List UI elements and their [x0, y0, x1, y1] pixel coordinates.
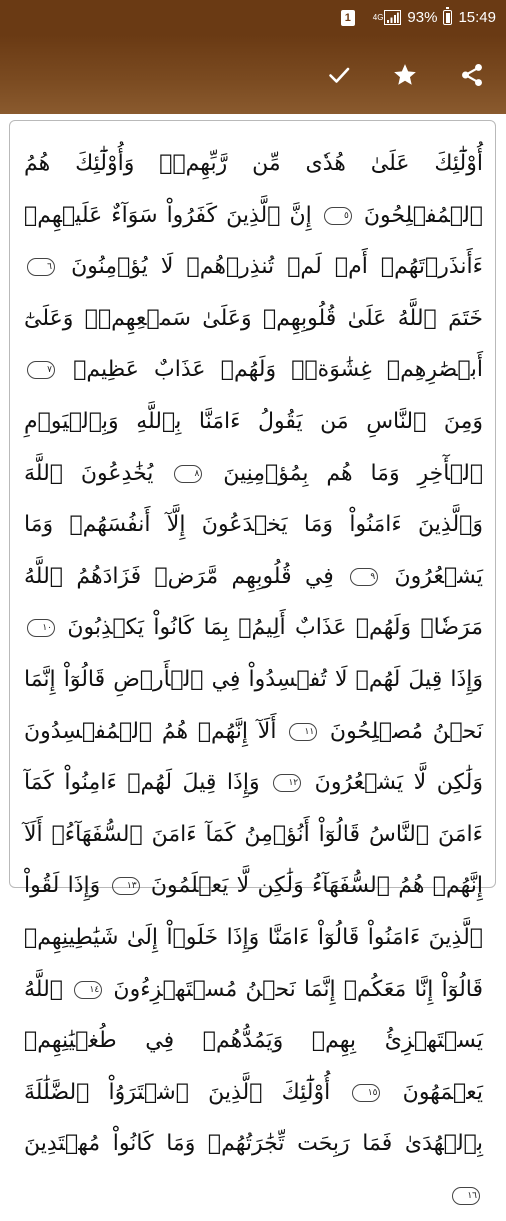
battery-percent: 93%	[407, 9, 438, 26]
clock: 15:49	[458, 9, 496, 26]
verse-segment: فِي قُلُوبِهِم مَّرَضٞ فَزَادَهُمُ ٱللَّهُ مَرَضٗاۖ وَلَهُمۡ عَذَابٌ أَلِيمُۢ بِمَا كَانُواْ يَكۡذِبُونَ	[24, 563, 483, 641]
share-button[interactable]	[452, 55, 492, 95]
verse-segment: يُخَٰدِعُونَ ٱللَّهَ وَٱلَّذِينَ ءَامَنُواْ وَمَا يَخۡدَعُونَ إِلَّآ أَنفُسَهُمۡ وَمَا يَشۡعُرُونَ	[24, 460, 483, 589]
ayah-number-marker: ١٤	[74, 981, 102, 999]
status-bar	[0, 0, 506, 35]
verse-text	[10, 121, 495, 1221]
favorite-button[interactable]	[385, 55, 425, 95]
network-signal-icon	[373, 10, 402, 25]
verse-segment: إِنَّ ٱلَّذِينَ كَفَرُواْ سَوَآءٌ عَلَيۡهِمۡ ءَأَنذَرۡتَهُمۡ أَمۡ لَمۡ تُنذِرۡهُمۡ لَا يُؤۡمِنُونَ	[24, 202, 483, 280]
verse-panel	[9, 120, 496, 1201]
battery-icon	[443, 10, 452, 25]
ayah-number-marker: ٧	[27, 361, 55, 379]
verse-segment: أُوْلَٰٓئِكَ ٱلَّذِينَ ٱشۡتَرَوُاْ ٱلضَّلَٰلَةَ بِٱلۡهُدَىٰ فَمَا رَبِحَت تِّجَٰرَتُهُمۡ وَمَا كَانُواْ مُهۡتَدِينَ	[24, 1079, 483, 1157]
verse-segment: وَإِذَا لَقُواْ ٱلَّذِينَ ءَامَنُواْ قَالُوٓاْ ءَامَنَّا وَإِذَا خَلَوۡاْ إِلَىٰ شَيَٰطِينِهِمۡ قَالُوٓاْ إِنَّا مَعَكُمۡ إِنَّمَا نَحۡنُ مُسۡتَهۡزِءُونَ	[24, 873, 483, 1002]
ayah-number-marker: ١٦	[452, 1187, 480, 1205]
ayah-number-marker: ١٢	[273, 774, 301, 792]
app-toolbar	[0, 35, 506, 114]
ayah-number-marker: ٨	[174, 465, 202, 483]
ayah-number-marker: ٩	[350, 568, 378, 586]
verse-segment: خَتَمَ ٱللَّهُ عَلَىٰ قُلُوبِهِمۡ وَعَلَىٰ سَمۡعِهِمۡۖ وَعَلَىٰٓ أَبۡصَٰرِهِمۡ غِشَٰوَةٞۖ وَلَهُمۡ عَذَابٌ عَظِيمٞ	[24, 305, 483, 383]
verse-segment: ٱللَّهُ يَسۡتَهۡزِئُ بِهِمۡ وَيَمُدُّهُمۡ فِي طُغۡيَٰنِهِمۡ يَعۡمَهُونَ	[24, 976, 483, 1105]
sim-indicator: 1	[341, 10, 355, 26]
verse-segment: وَمِنَ ٱلنَّاسِ مَن يَقُولُ ءَامَنَّا بِٱللَّهِ وَبِٱلۡيَوۡمِ ٱلۡأٓخِرِ وَمَا هُم بِمُؤۡمِنِينَ	[24, 408, 484, 486]
ayah-number-marker: ١١	[289, 723, 317, 741]
ayah-number-marker: ١٥	[352, 1084, 380, 1102]
share-icon	[459, 62, 485, 88]
verse-segment: وَإِذَا قِيلَ لَهُمۡ لَا تُفۡسِدُواْ فِي ٱلۡأَرۡضِ قَالُوٓاْ إِنَّمَا نَحۡنُ مُصۡلِحُونَ	[24, 666, 483, 744]
verse-segment: وَإِذَا قِيلَ لَهُمۡ ءَامِنُواْ كَمَآ ءَامَنَ ٱلنَّاسُ قَالُوٓاْ أَنُؤۡمِنُ كَمَآ ءَامَنَ ٱلسُّفَهَآءُۗ أَلَآ إِنَّهُمۡ هُمُ ٱلسُّفَهَآءُ وَلَٰكِن لَّا يَعۡلَمُونَ	[24, 770, 483, 899]
ayah-number-marker: ١٣	[112, 877, 140, 895]
verse-segment: أُوْلَٰٓئِكَ عَلَىٰ هُدٗى مِّن رَّبِّهِمۡۖ وَأُوْلَٰٓئِكَ هُمُ ٱلۡمُفۡلِحُونَ	[24, 151, 483, 228]
ayah-number-marker: ٥	[324, 207, 352, 225]
star-icon	[392, 62, 418, 88]
network-type-label: 4G	[372, 12, 384, 22]
ayah-number-marker: ٦	[27, 258, 55, 276]
check-button[interactable]	[319, 55, 359, 95]
check-icon	[327, 63, 351, 87]
signal-bars-icon	[384, 10, 401, 25]
verse-segment: أَلَآ إِنَّهُمۡ هُمُ ٱلۡمُفۡسِدُونَ وَلَٰكِن لَّا يَشۡعُرُونَ	[24, 718, 483, 796]
ayah-number-marker: ١٠	[27, 619, 55, 637]
